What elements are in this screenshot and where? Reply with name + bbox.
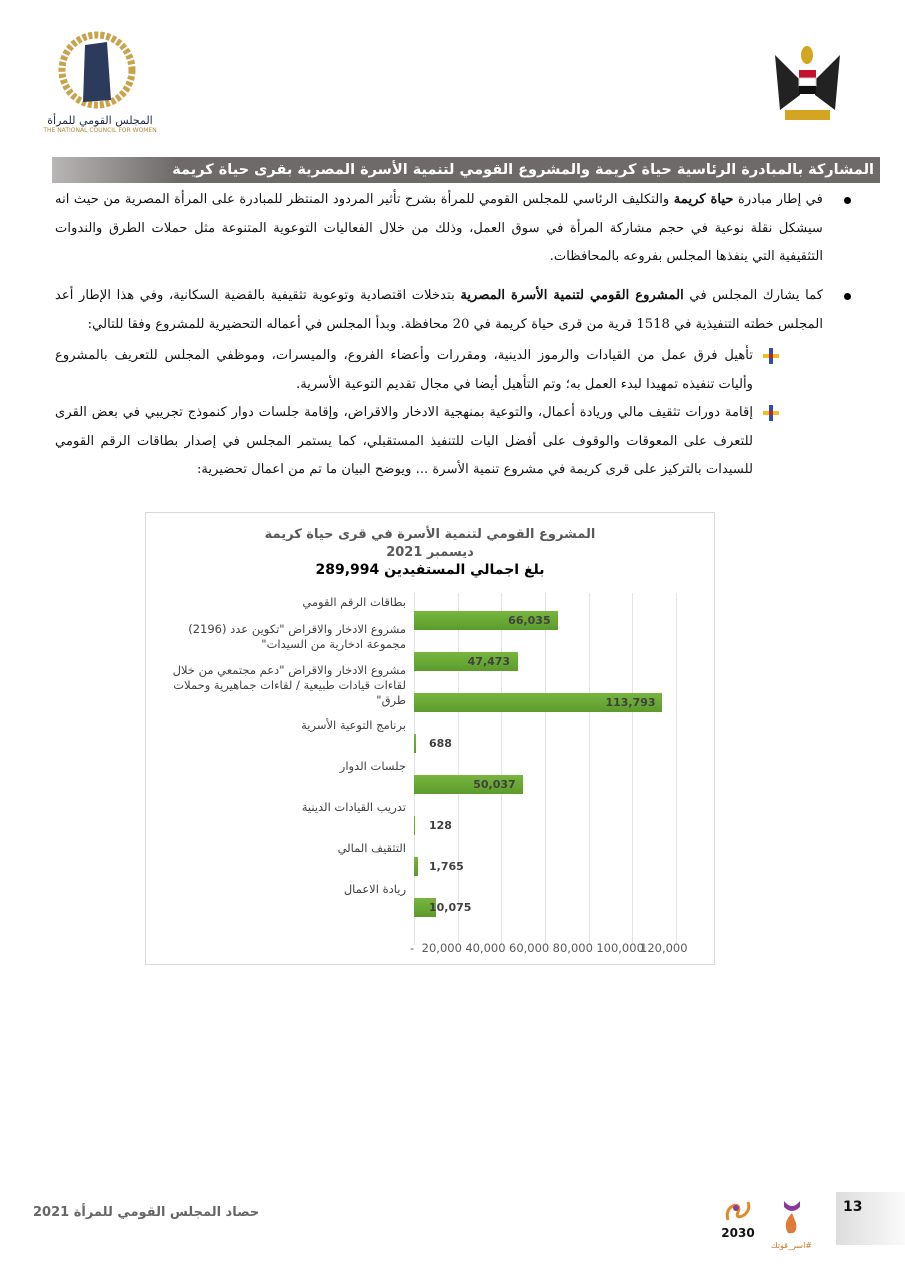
bullet-paragraph-1: [55, 186, 823, 272]
plus-bullet-icon: [763, 348, 779, 364]
gridline: [589, 593, 590, 945]
footer-text: حصاد المجلس القومي للمرأة 2021: [33, 1205, 260, 1220]
ncw-logo-text-en: THE NATIONAL COUNCIL FOR WOMEN: [43, 127, 157, 134]
text: إقامة دورات تثقيف مالي وريادة أعمال، والتوعية بمنهجية الادخار والاقراض، وإقامة جلسات دوار كنموذج تجريبي في بعض القرى للتعرف على المعوقات والوقوف على أفضل اليات للتنفيذ المستقبلي، كما يستمر المجلس في إصدار بطاقات الرقم القومي للسيدات بالتركيز على قرى كريمة في مشروع تنمية الأسرة ... ويوضح البيان ما تم من اعمال تحضيرية:: [55, 405, 753, 477]
text: في إطار مبادرة: [733, 192, 823, 207]
category-label: مشروع الادخار والاقراض "دعم مجتمعي من خلال لقاءات قيادات طبيعية / لقاءات جماهيرية وحملات طرق": [172, 663, 406, 707]
hashtag-logo: [772, 1197, 812, 1249]
x-tick-label: 120,000: [640, 941, 688, 955]
logo-hashtag-text: #اسر_قوتك: [771, 1241, 812, 1250]
gridline: [545, 593, 546, 945]
gridline: [414, 593, 415, 945]
bar: [414, 734, 416, 753]
chart-title: المشروع القومي لتنمية الأسرة في قرى حياة كريمة: [264, 527, 596, 542]
bar: [414, 857, 418, 876]
section-title: المشاركة بالمبادرة الرئاسية حياة كريمة والمشروع القومي لتنمية الأسرة المصرية بقرى حياة كريمة: [52, 157, 880, 183]
category-label: تدريب القيادات الدينية: [301, 800, 406, 814]
x-tick-label: 20,000: [421, 941, 462, 955]
sub-item-2: [55, 399, 753, 485]
data-label: 128: [429, 819, 452, 832]
category-label: بطاقات الرقم القومي: [302, 595, 406, 609]
x-tick-label: 80,000: [552, 941, 593, 955]
bullet-paragraph-2: [55, 282, 823, 339]
sub-item-1: [55, 342, 753, 399]
data-label: 113,793: [605, 696, 656, 709]
text: والتكليف الرئاسي للمجلس القومي للمرأة بشرح تأثير المردود المنتظر للمبادرة على المرأة المصرية من حيث انه سيشكل نقلة نوعية في حجم مشاركة المرأة في سوق العمل، وذلك من خلال الفعاليات التوعوية المتنوعة مثل حملات الطرق والندوات التثقيفية التي ينفذها المجلس بفروعه بالمحافظات.: [55, 192, 823, 264]
data-label: 47,473: [467, 655, 511, 668]
x-tick-label: 40,000: [465, 941, 506, 955]
gridline: [458, 593, 459, 945]
data-label: 66,035: [508, 614, 551, 627]
chart-total: بلغ اجمالي المستفيدين 289,994: [315, 562, 545, 578]
text: تأهيل فرق عمل من القيادات والرموز الدينية، ومقررات وأعضاء الفروع، والميسرات، وموظفي المجلس للتعريف بالمشروع وأليات تنفيذه تمهيدا لبدء العمل به؛ وتم التأهيل أيضا في مجال تقديم التوعية الأسرية.: [55, 348, 753, 392]
egypt-eagle-emblem: [770, 40, 845, 125]
bar-chart: [145, 512, 715, 965]
bold-text: المشروع القومي لتنمية الأسرة المصرية: [460, 288, 684, 303]
category-label: برنامج التوعية الأسرية: [301, 718, 406, 732]
data-label: 10,075: [429, 901, 472, 914]
x-tick-label: -: [410, 941, 415, 955]
data-label: 688: [429, 737, 452, 750]
gridline: [676, 593, 677, 945]
bold-text: حياة كريمة: [673, 192, 734, 207]
category-label: التثقيف المالي: [337, 841, 406, 855]
bullet-icon: [844, 197, 851, 204]
x-tick-label: 60,000: [509, 941, 550, 955]
logo-2030-text: 2030: [721, 1226, 755, 1240]
category-label: مشروع الادخار والاقراض "تكوين عدد (2196) مجموعة ادخارية من السيدات": [188, 622, 406, 651]
ncw-logo: [35, 30, 165, 135]
bar: [414, 816, 415, 835]
x-tick-label: 100,000: [596, 941, 644, 955]
vision-2030-logo: [718, 1200, 758, 1250]
chart-subtitle: ديسمبر 2021: [386, 545, 474, 560]
category-label: ريادة الاعمال: [343, 882, 406, 896]
data-label: 1,765: [429, 860, 464, 873]
page-number: 13: [843, 1199, 863, 1215]
bullet-icon: [844, 293, 851, 300]
gridline: [501, 593, 502, 945]
plus-bullet-icon: [763, 405, 779, 421]
ncw-logo-text: المجلس القومي للمرأة: [47, 114, 153, 127]
text: كما يشارك المجلس في: [683, 288, 824, 303]
data-label: 50,037: [473, 778, 516, 791]
gridline: [632, 593, 633, 945]
category-label: جلسات الدوار: [339, 759, 406, 773]
text: بتدخلات اقتصادية وتوعوية تثقيفية بالقضية السكانية، وفي هذا الإطار أعد المجلس خطته التنفيذية في 1518 قرية من قرى حياة كريمة في 20 محافظة. وبدأ المجلس في أعماله التحضيرية للمشروع وفقا للتالي:: [55, 288, 823, 332]
